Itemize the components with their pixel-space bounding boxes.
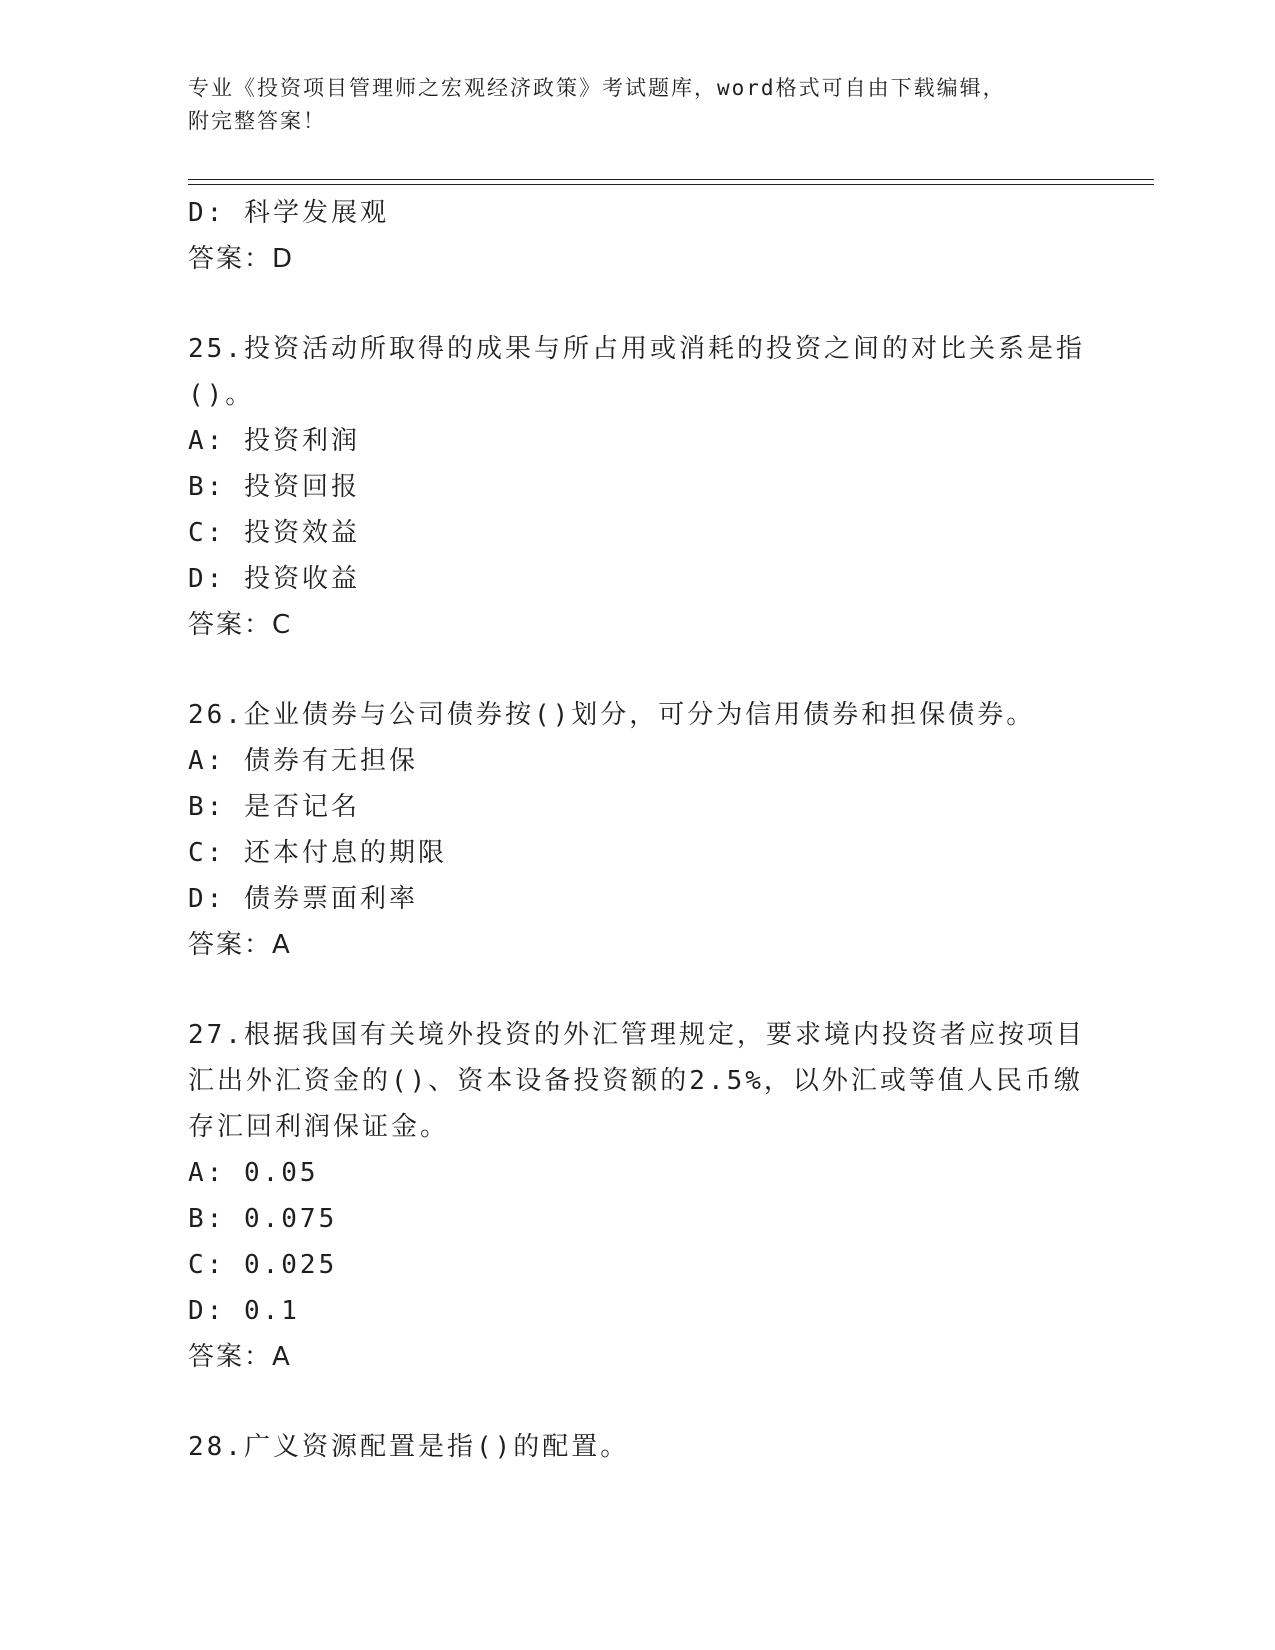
header-divider-bottom bbox=[188, 184, 1154, 185]
header-divider-top bbox=[188, 179, 1154, 180]
question-text-line: 26.企业债券与公司债券按()划分，可分为信用债券和担保债券。 bbox=[188, 700, 1036, 730]
option-a: A: 0.05 bbox=[188, 1158, 319, 1188]
question-27 bbox=[188, 1012, 1088, 1380]
spacer bbox=[188, 1380, 1088, 1424]
question-text-line: 汇出外汇资金的()、资本设备投资额的2.5%，以外汇或等值人民币缴 bbox=[188, 1066, 1083, 1096]
answer: 答案：D bbox=[188, 244, 295, 274]
option-d: D: 投资收益 bbox=[188, 564, 360, 594]
option-a: A: 债券有无担保 bbox=[188, 746, 418, 776]
option-b: B: 0.075 bbox=[188, 1204, 338, 1234]
header-line-1: 专业《投资项目管理师之宏观经济政策》考试题库，word格式可自由下载编辑， bbox=[188, 76, 1006, 100]
option-c: C: 0.025 bbox=[188, 1250, 338, 1280]
option-d: D: 科学发展观 bbox=[188, 198, 389, 228]
option-c: C: 投资效益 bbox=[188, 518, 360, 548]
question-28 bbox=[188, 1424, 1088, 1470]
answer: 答案：C bbox=[188, 610, 293, 640]
option-a: A: 投资利润 bbox=[188, 426, 360, 456]
question-24 bbox=[188, 190, 1088, 282]
option-d: D: 债券票面利率 bbox=[188, 884, 418, 914]
question-list bbox=[188, 190, 1088, 1470]
question-26 bbox=[188, 692, 1088, 968]
option-c: C: 还本付息的期限 bbox=[188, 838, 447, 868]
question-text-line: 28.广义资源配置是指()的配置。 bbox=[188, 1432, 630, 1462]
document-header bbox=[188, 72, 1088, 138]
question-text-line: 存汇回利润保证金。 bbox=[188, 1112, 450, 1142]
answer: 答案：A bbox=[188, 930, 292, 960]
header-line-2: 附完整答案！ bbox=[188, 109, 326, 133]
question-25 bbox=[188, 326, 1088, 648]
option-b: B: 是否记名 bbox=[188, 792, 360, 822]
option-b: B: 投资回报 bbox=[188, 472, 360, 502]
spacer bbox=[188, 968, 1088, 1012]
option-d: D: 0.1 bbox=[188, 1296, 300, 1326]
question-text-line: ()。 bbox=[188, 380, 255, 410]
spacer bbox=[188, 648, 1088, 692]
answer: 答案：A bbox=[188, 1342, 292, 1372]
question-text-line: 25.投资活动所取得的成果与所占用或消耗的投资之间的对比关系是指 bbox=[188, 334, 1085, 364]
spacer bbox=[188, 282, 1088, 326]
question-text-line: 27.根据我国有关境外投资的外汇管理规定，要求境内投资者应按项目 bbox=[188, 1020, 1085, 1050]
